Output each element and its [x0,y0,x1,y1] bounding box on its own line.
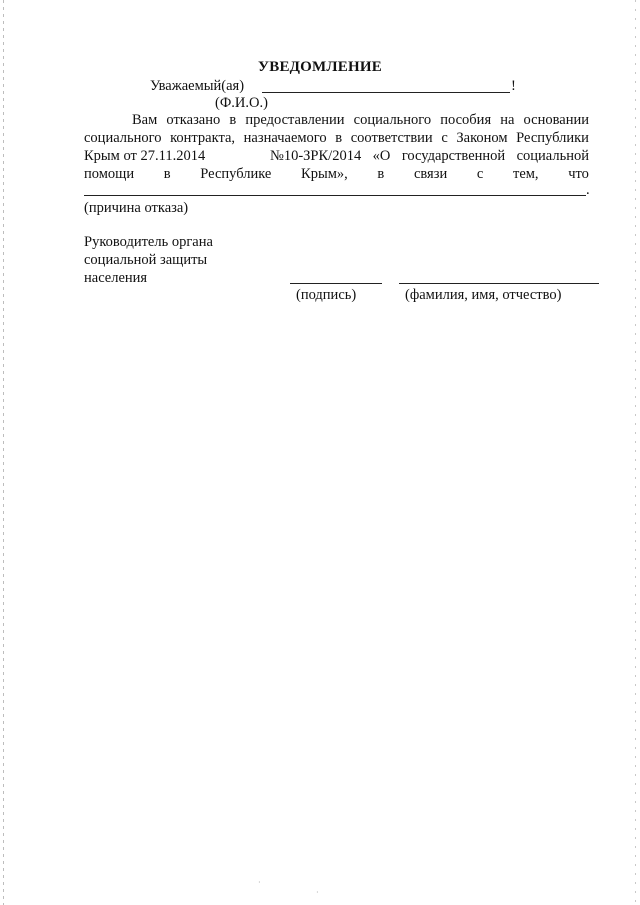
greeting-suffix: ! [511,78,516,94]
signature-caption: (подпись) [296,287,357,303]
scan-edge-right [635,0,636,905]
signature-blank-line [290,283,382,284]
signer-role-line-1: Руководитель органа [84,234,213,250]
greeting-prefix: Уважаемый(ая) [150,78,245,94]
body-line-2: социального контракта, назначаемого в соответствии с Законом Республики [84,130,589,146]
reason-line-end: . [586,182,590,198]
name-blank-line [399,283,599,284]
name-caption: (фамилия, имя, отчество) [405,287,562,303]
scan-edge-left [3,0,4,905]
body-line-3-b: №10-ЗРК/2014 «О государственной социальной [270,148,589,164]
signer-role-line-2: социальной защиты [84,252,208,268]
fio-blank-line [262,92,510,93]
body-line-1: Вам отказано в предоставлении социального пособия на основании [132,112,589,128]
scan-speck: · [316,888,319,897]
reason-blank-line [84,195,586,196]
notice-title: УВЕДОМЛЕНИЕ [258,59,382,75]
fio-caption: (Ф.И.О.) [215,95,268,111]
scan-speck: · [258,878,261,887]
reason-caption: (причина отказа) [84,200,189,216]
body-line-4: помощи в Республике Крым», в связи с тем, что [84,166,589,182]
body-line-3-a: Крым от 27.11.2014 [84,148,206,164]
signer-role-line-3: населения [84,270,148,286]
